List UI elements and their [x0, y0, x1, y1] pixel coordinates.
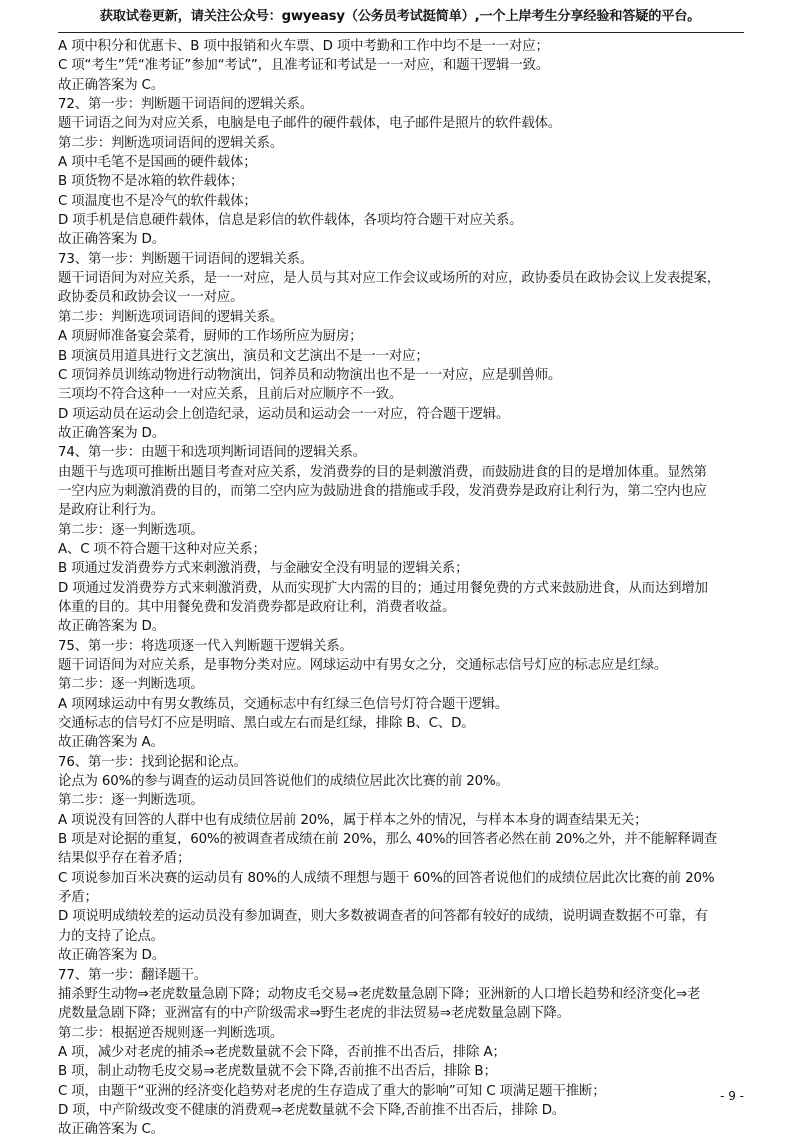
- text-line: B 项，制止动物毛皮交易⇒老虎数量就不会下降,否前推不出否后，排除 B；: [58, 1064, 497, 1080]
- text-line: 故正确答案为 D。: [58, 619, 165, 635]
- text-line: 故正确答案为 C。: [58, 1122, 164, 1138]
- text-line: C 项温度也不是冷气的软件载体；: [58, 193, 257, 209]
- text-line: 77、第一步：翻译题干。: [58, 967, 208, 983]
- header-divider: [58, 32, 744, 33]
- text-line: 故正确答案为 D。: [58, 232, 165, 248]
- text-line: 是政府让利行为。: [58, 503, 164, 519]
- text-line: 第二步：判断选项词语间的逻辑关系。: [58, 135, 284, 151]
- text-line: A 项，减少对老虎的捕杀⇒老虎数量就不会下降，否前推不出否后，排除 A；: [58, 1044, 506, 1060]
- text-line: A 项厨师准备宴会菜肴，厨师的工作场所应为厨房；: [58, 329, 363, 345]
- text-line: D 项通过发消费券方式来刺激消费，从而实现扩大内需的目的；通过用餐免费的方式来鼓励进食，从而达到增加: [58, 580, 708, 596]
- text-line: C 项，由题干“亚洲的经济变化趋势对老虎的生存造成了重大的影响”可知 C 项满足题干推断；: [58, 1083, 606, 1099]
- text-line: 虎数量急剧下降；亚洲富有的中产阶级需求⇒野生老虎的非法贸易⇒老虎数量急剧下降。: [58, 1006, 571, 1022]
- text-line: 论点为 60%的参与调查的运动员回答说他们的成绩位居此次比赛的前 20%。: [58, 774, 509, 790]
- text-line: 三项均不符合这种一一对应关系，且前后对应顺序不一致。: [58, 387, 403, 403]
- text-line: B 项通过发消费券方式来刺激消费，与金融安全没有明显的逻辑关系；: [58, 561, 469, 577]
- text-line: 第二步：逐一判断选项。: [58, 522, 204, 538]
- text-line: 矛盾；: [58, 890, 98, 906]
- text-line: 第二步：逐一判断选项。: [58, 793, 204, 809]
- text-line: 故正确答案为 C。: [58, 77, 164, 93]
- text-line: C 项“考生”凭“准考证”参加“考试”，且准考证和考试是一一对应，和题干逻辑一致。: [58, 58, 549, 74]
- text-line: A 项中积分和优惠卡、B 项中报销和火车票、D 项中考勤和工作中均不是一一对应；: [58, 39, 549, 54]
- text-line: D 项运动员在运动会上创造纪录，运动员和运动会一一对应，符合题干逻辑。: [58, 406, 510, 422]
- text-line: 第二步：根据逆否规则逐一判断选项。: [58, 1025, 284, 1041]
- document-body: [58, 37, 748, 1140]
- text-line: 76、第一步：找到论据和论点。: [58, 754, 247, 770]
- text-line: D 项，中产阶级改变不健康的消费观⇒老虎数量就不会下降,否前推不出否后，排除 D。: [58, 1102, 566, 1118]
- text-line: 73、第一步：判断题干词语间的逻辑关系。: [58, 251, 314, 267]
- text-line: C 项饲养员训练动物进行动物演出，饲养员和动物演出也不是一一对应，应是驯兽师。: [58, 367, 562, 383]
- text-line: 捕杀野生动物⇒老虎数量急剧下降；动物皮毛交易⇒老虎数量急剧下降；亚洲新的人口增长趋势和经济变化⇒老: [58, 986, 701, 1002]
- text-line: 故正确答案为 D。: [58, 948, 165, 964]
- text-line: B 项演员用道具进行文艺演出，演员和文艺演出不是一一对应；: [58, 348, 429, 364]
- text-line: 75、第一步：将选项逐一代入判断题干逻辑关系。: [58, 638, 353, 654]
- text-line: D 项手机是信息硬件载体，信息是彩信的软件载体，各项均符合题干对应关系。: [58, 213, 523, 229]
- text-line: 题干词语间为对应关系，是一一对应，是人员与其对应工作会议或场所的对应，政协委员在政协会议上发表提案，: [58, 271, 721, 287]
- text-line: 体重的目的。其中用餐免费和发消费券都是政府让利，消费者收益。: [58, 599, 456, 615]
- text-line: D 项说明成绩较差的运动员没有参加调查，则大多数被调查者的问答都有较好的成绩，说明调查数据不可靠，有: [58, 909, 708, 925]
- page-number: - 9 -: [720, 1089, 744, 1103]
- text-line: 政协委员和政协会议一一对应。: [58, 290, 244, 306]
- text-line: B 项货物不是冰箱的软件载体；: [58, 174, 244, 190]
- text-line: 题干词语间为对应关系，是事物分类对应。网球运动中有男女之分，交通标志信号灯应的标志应是红绿。: [58, 658, 668, 673]
- text-line: 故正确答案为 D。: [58, 425, 165, 441]
- text-line: 由题干与选项可推断出题目考查对应关系，发消费券的目的是刺激消费，而鼓励进食的目的是增加体重。显然第: [58, 464, 707, 480]
- text-line: 结果似乎存在着矛盾；: [58, 851, 191, 867]
- text-line: 第二步：逐一判断选项。: [58, 677, 204, 693]
- text-line: 74、第一步：由题干和选项判断词语间的逻辑关系。: [58, 445, 367, 461]
- text-line: A 项中毛笔不是国画的硬件载体；: [58, 155, 257, 171]
- text-line: 72、第一步：判断题干词语间的逻辑关系。: [58, 97, 314, 113]
- text-line: 第二步：判断选项词语间的逻辑关系。: [58, 309, 284, 325]
- text-line: 一空内应为刺激消费的目的，而第二空内应为鼓励进食的措施或手段，发消费券是政府让利行为，第二空内也应: [58, 483, 707, 499]
- text-line: 力的支持了论点。: [58, 928, 164, 944]
- text-line: A、C 项不符合题干这种对应关系；: [58, 541, 266, 557]
- text-line: 题干词语之间为对应关系，电脑是电子邮件的硬件载体，电子邮件是照片的软件载体。: [58, 116, 562, 132]
- text-line: C 项说参加百米决赛的运动员有 80%的人成绩不理想与题干 60%的回答者说他们的成绩位居此次比赛的前 20%: [58, 870, 715, 886]
- text-line: 故正确答案为 A。: [58, 735, 164, 751]
- text-line: 交通标志的信号灯不应是明暗、黑白或左右而是红绿，排除 B、C、D。: [58, 716, 475, 732]
- text-line: A 项网球运动中有男女教练员，交通标志中有红绿三色信号灯符合题干逻辑。: [58, 696, 509, 712]
- text-line: B 项是对论据的重复，60%的被调查者成绩在前 20%，那么 40%的回答者必然在前 20%之外，并不能解释调查: [58, 832, 718, 848]
- page-header: 获取试卷更新，请关注公众号：gwyeasy（公务员考试挺简单）,一个上岸考生分享经验和答疑的平台。: [99, 9, 701, 24]
- text-line: A 项说没有回答的人群中也有成绩位居前 20%，属于样本之外的情况，与样本本身的调查结果无关；: [58, 812, 648, 828]
